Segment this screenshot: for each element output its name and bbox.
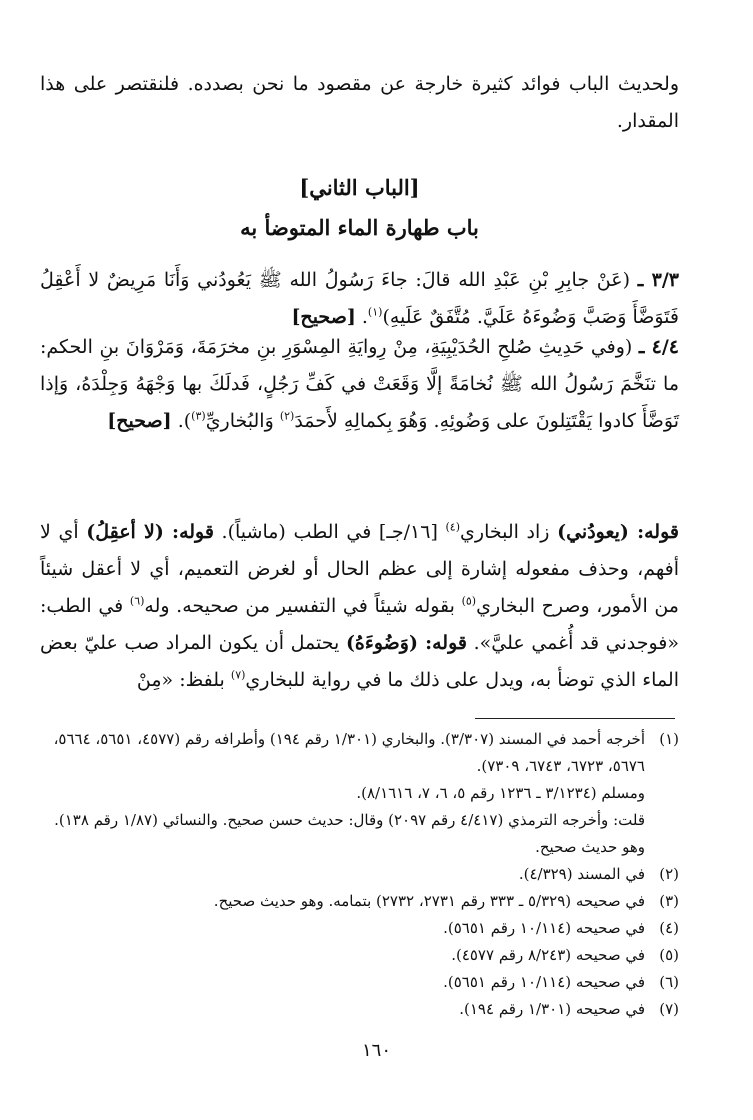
footnote-5 [40,942,679,969]
commentary-qawluh-3: قوله: (وَضُوءَهُ) [345,632,467,654]
footnote-1 [40,726,679,780]
page-number: ١٦٠ [361,1040,391,1061]
footnote-ref-3[interactable]: (٣) [191,409,206,423]
footnote-number: (٤) [659,919,679,937]
footnote-number: (٣) [659,892,679,910]
footnotes [40,726,679,1023]
footnote-ref-1[interactable]: (١) [367,305,383,319]
hadith-2 [40,329,679,440]
footnote-text: في المسند (٤/٣٢٩). [518,865,645,883]
commentary-text: بلفظ: «مِنْ [136,669,231,691]
footnote-text: في صحيحه (١٠/١١٤ رقم ٥٦٥١). [443,973,645,991]
hadith-1 [40,262,679,336]
footnote-number: (٧) [659,1000,679,1018]
commentary-qawluh-2: قوله: (لا أعقِلُ) [86,521,214,543]
commentary-text: في الطب: «فوجدني قد أُغمي عليَّ». [40,595,679,654]
hadith-2-mid: وَالبُخاريِّ [205,410,280,432]
hadith-1-grade: [صحيح] [291,306,356,328]
section-title: باب طهارة الماء المتوضأ به [240,215,479,240]
footnote-ref-2[interactable]: (٢) [279,409,295,423]
hadith-2-number: ٤/٤ ـ [638,336,679,358]
footnote-1-line-3: قلت: وأخرجه الترمذي (٤/٤١٧ رقم ٢٠٩٧) وقال: حديث حسن صحيح. والنسائي (١/٨٧ رقم ١٣٨). وهو حديث صحيح. [54,811,645,856]
footnote-text: في صحيحه (١/٣٠١ رقم ١٩٤). [459,1000,645,1018]
footnote-1-line-2: ومسلم (٣/١٢٣٤ ـ ١٢٣٦ رقم ٥، ٦، ٧، ٨/١٦١٦). [356,784,645,802]
commentary-text: [١٦/جـ] في الطب (ماشياً). [213,521,446,543]
commentary-text: زاد البخاري [460,521,558,543]
footnote-ref-4[interactable]: (٤) [445,520,461,534]
footnote-number: (٥) [659,946,679,964]
intro-text: ولحديث الباب فوائد كثيرة خارجة عن مقصود ما نحن بصدده. فلنقتصر على هذا المقدار. [40,73,679,132]
footnote-3 [40,888,679,915]
hadith-2-text: (وفي حَدِيثِ صُلحِ الحُدَيْبِيَةِ، مِنْ رِوايَةِ المِسْوَرِ بنِ مخرَمَةَ، وَمَرْوَانَ بنِ الحكم: ما تنَخَّمَ رَسُولُ الله ﷺ نُخامَةً إلَّا وَقَعَتْ في كَفِّ رَجُلٍ، فَدلَكَ بها وَجْهَهُ وَجِلْدَهُ، وَإذا تَوَضَّأَ كادوا يَقْتَتِلونَ على وَضُوئِهِ. وَهُوَ بِكمالِهِ لأَحمَدَ [40,336,679,432]
footnote-number: (١) [659,730,679,748]
footnote-2 [40,861,679,888]
hadith-1-number: ٣/٣ ـ [637,269,680,291]
footnote-ref-5[interactable]: (٥) [461,594,477,608]
footnote-7 [40,996,679,1023]
footnote-ref-6[interactable]: (٦) [129,594,145,608]
footnote-text: أخرجه أحمد في المسند (٣/٣٠٧). والبخاري (١/٣٠١ رقم ١٩٤) وأطرافه رقم (٤٥٧٧، ٥٦٥١، ٥٦٦٤، ٥٦٧٦، ٦٧٢٣، ٦٧٤٣، ٧٣٠٩). [53,730,645,775]
footnote-4 [40,915,679,942]
footnote-text: في صحيحه (١٠/١١٤ رقم ٥٦٥١). [443,919,645,937]
hadith-2-grade: [صحيح] [107,410,172,432]
intro-paragraph [40,66,679,140]
footnote-text: في صحيحه (٨/٢٤٣ رقم ٤٥٧٧). [451,946,645,964]
footnote-6 [40,969,679,996]
footnote-divider [475,718,675,719]
footnote-number: (٢) [659,865,679,883]
footnote-number: (٦) [659,973,679,991]
hadith-1-text: (عَنْ جابِرِ بْنِ عَبْدِ الله قالَ: جاءَ رَسُولُ الله ﷺ يَعُودُني وَأَنَا مَرِيضٌ لا أَعْقِلُ فَتَوَضَّأَ وَصَبَّ وَضُوءَهُ عَلَيَّ. مُتَّفَقٌ عَلَيهِ) [40,269,679,328]
commentary-text: أي لا أفهم، وحذف مفعوله إشارة إلى عظم الحال أو لغرض التعميم، أي لا أعقل شيئاً من الأمور، وصرح البخاري [40,521,679,617]
footnote-ref-7[interactable]: (٧) [230,668,246,682]
commentary-text: يحتمل أن يكون المراد صب عليّ بعض الماء الذي توضأ به، ويدل على ذلك ما في رواية للبخاري [40,632,679,691]
hadith-2-after: ). [177,410,192,432]
section-label: [الباب الثاني] [299,175,420,200]
hadith-1-after: . [361,306,368,328]
footnote-text: في صحيحه (٥/٣٢٩ ـ ٣٣٣ رقم ٢٧٣١، ٢٧٣٢) بتمامه. وهو حديث صحيح. [213,892,645,910]
commentary-text: بقوله شيئاً في التفسير من صحيحه. وله [144,595,462,617]
commentary [40,514,679,699]
commentary-qawluh-1: قوله: (يعودُني) [557,521,679,543]
